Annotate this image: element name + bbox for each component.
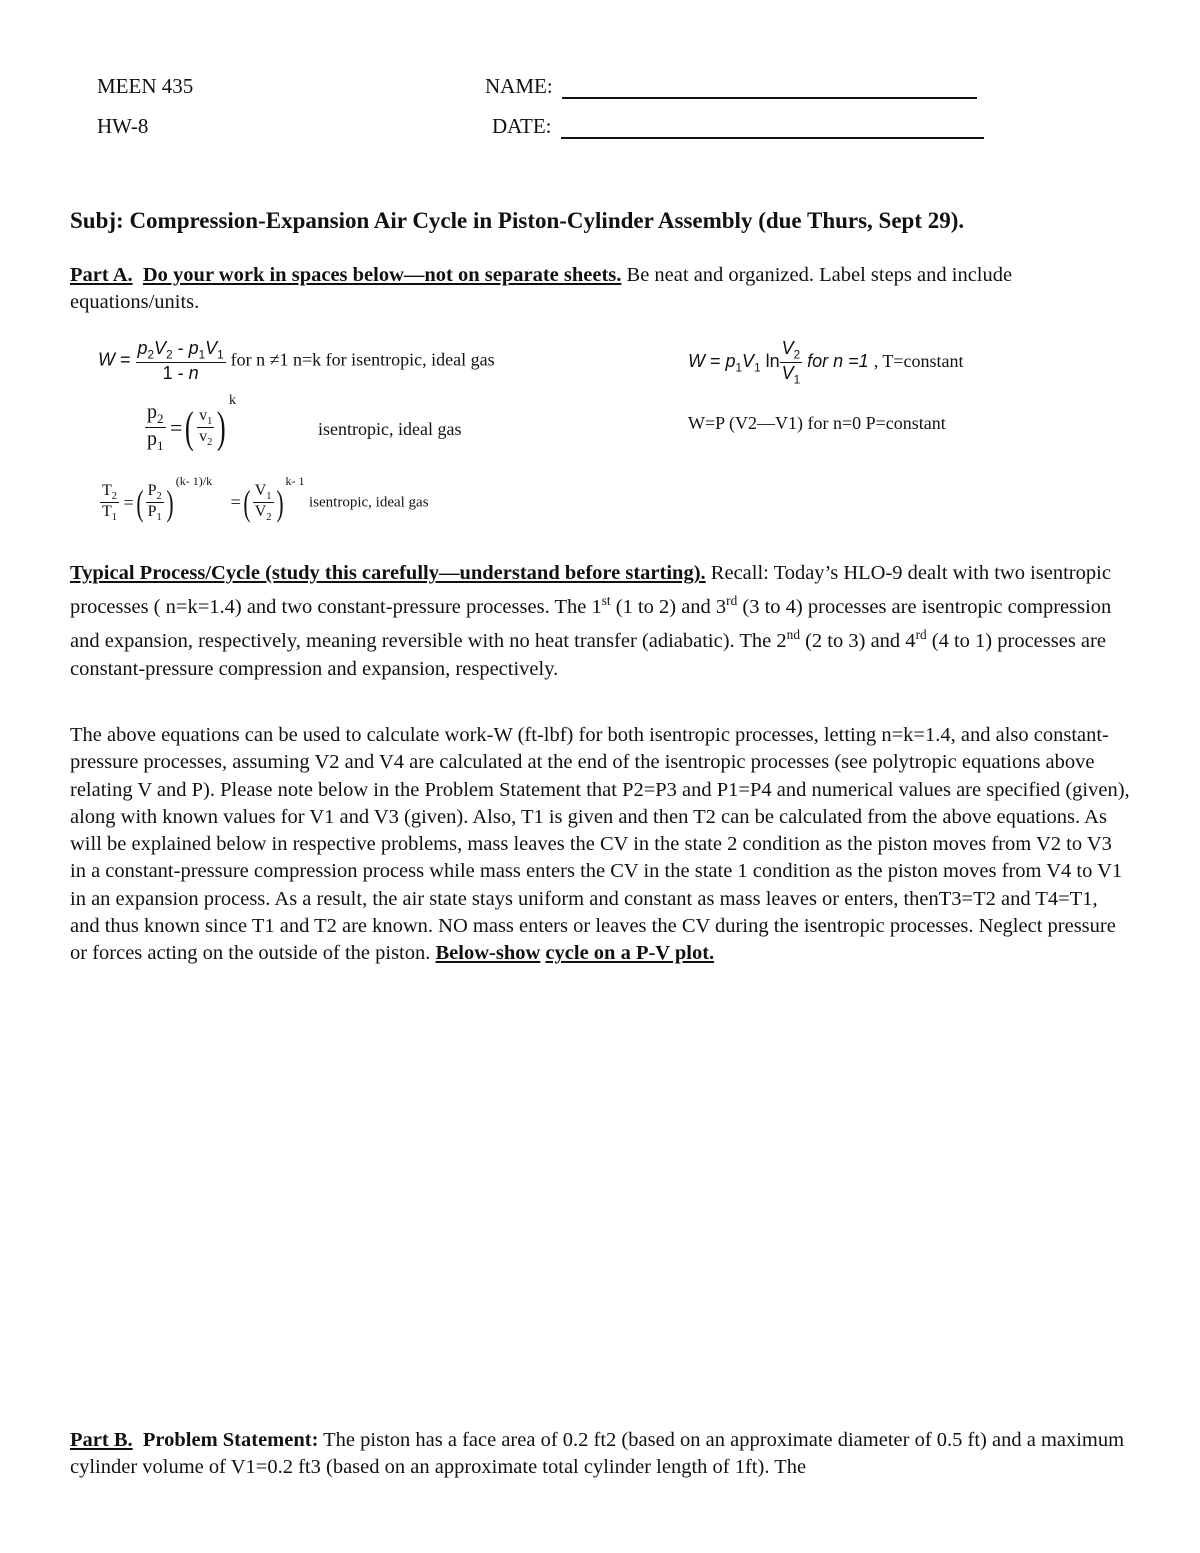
date-field[interactable] — [492, 114, 984, 139]
name-label: NAME: — [485, 74, 553, 98]
part-a-instruction-bold: Do your work in spaces below—not on separate sheets. — [142, 264, 622, 286]
part-a-instruction-text: Be neat and organized. Label steps and include equations/units. — [70, 264, 1013, 314]
typical-process-heading: Typical Process/Cycle (study this carefully—understand before starting). — [70, 562, 706, 584]
ordinal-2nd: nd — [786, 627, 800, 643]
below-show-text: Below-show — [435, 942, 541, 965]
eq2-suffix: , T=constant — [873, 350, 964, 371]
ordinal-3rd: rd — [726, 593, 738, 609]
work-polytropic-equation: W = $\frac{p_2V_2 - p_1V_1}{1 - n}$ for n ≠1 n=k for isentropic, ideal gas — [98, 338, 495, 383]
isentropic-temperature-equation: $\frac{T_2}{T_1}$ =( $\frac{P_2}{P_1}$ )$^{(k- 1)/k}$ =( $\frac{V_1}{V_2}$ )$^{k- 1}$ isentropic, ideal gas — [102, 474, 429, 524]
part-b-text: The piston has a face area of 0.2 ft2 (based on an approximate diameter of 0.5 ft) and a maximum cylinder volume of V1=0.2 ft3 (based on an approximate total cylinder length of 1ft). The — [70, 1429, 1125, 1479]
typical-text-3: (3 to 4) processes are isentropic compression and expansion, respectively, meaning reversible with no heat transfer (adiabatic). The 2 — [70, 596, 1112, 653]
part-b-label: Part B. — [70, 1429, 133, 1451]
typical-process-paragraph — [70, 560, 1132, 683]
typical-text-5: (4 to 1) processes are constant-pressure compression and expansion, respectively. — [70, 630, 1106, 680]
pv-plot-instruction: cycle on a P-V plot. — [545, 942, 715, 965]
typical-text-1: Recall: Today’s HLO-9 dealt with two isentropic processes ( n=k=1.4) and two constant-pressure processes. The 1 — [70, 562, 1111, 619]
name-blank-line[interactable] — [562, 81, 977, 99]
eq1-condition: for n ≠1 n=k for isentropic, ideal gas — [230, 349, 495, 370]
equations-explanation-paragraph — [70, 722, 1132, 968]
ordinal-1st: st — [601, 593, 611, 609]
eq5-note: isentropic, ideal gas — [309, 494, 429, 511]
part-b-heading: Problem Statement: — [142, 1429, 319, 1451]
isentropic-pressure-volume-equation: $\frac{p_2}{p_1}$ =( $\frac{v_1}{v_2}$ )$^k$ — [147, 393, 236, 454]
date-blank-line[interactable] — [561, 121, 984, 139]
ordinal-4th: rd — [915, 627, 927, 643]
work-constant-pressure-equation: W=P (V2—V1) for n=0 P=constant — [688, 413, 946, 433]
explanation-text: The above equations can be used to calculate work-W (ft-lbf) for both isentropic processes, letting n=k=1.4, and also constant-pressure processes, assuming V2 and V4 are calculated at the end of the isentropic processes (see polytropic equations above relating V and P). Please note below in the Problem Statement that P2=P3 and P1=P4 and numerical values are specified (given), along with known values for V1 and V3 (given). Also, T1 is given and then T2 can be calculated from the above equations. As will be explained below in respective problems, mass leaves the CV in the state 2 condition as the piston moves from V2 to V3 in a constant-pressure compression process while mass enters the CV in the state 1 condition as the piston moves from V4 to V1 in an expansion process. As a result, the air state stays uniform and constant as mass leaves or enters, thenT3=T2 and T4=T1, and thus known since T1 and T2 are known. NO mass enters or leaves the CV during the isentropic processes. Neglect pressure or forces acting on the outside of the piston. — [70, 724, 1130, 965]
typical-text-2: (1 to 2) and 3 — [610, 596, 727, 619]
typical-text-4: (2 to 3) and 4 — [799, 630, 916, 653]
part-a-instructions — [70, 262, 1132, 317]
part-b-paragraph — [70, 1427, 1132, 1482]
eq2-condition: for n =1 — [807, 350, 869, 371]
name-field[interactable] — [485, 74, 977, 99]
work-isothermal-equation: $W = p_1V_1$ ln $\frac{V_2}{V_1}$ for n =1 , T=constant — [688, 338, 964, 387]
homework-number: HW-8 — [97, 114, 149, 138]
date-label: DATE: — [492, 114, 552, 138]
course-code: MEEN 435 — [97, 74, 194, 98]
eq3-note: isentropic, ideal gas — [318, 419, 462, 439]
subject-line: Subj: Compression-Expansion Air Cycle in Piston-Cylinder Assembly (due Thurs, Sept 29). — [70, 208, 965, 233]
part-a-label: Part A. — [70, 264, 133, 286]
pv-plot-work-area[interactable] — [70, 1010, 1132, 1410]
